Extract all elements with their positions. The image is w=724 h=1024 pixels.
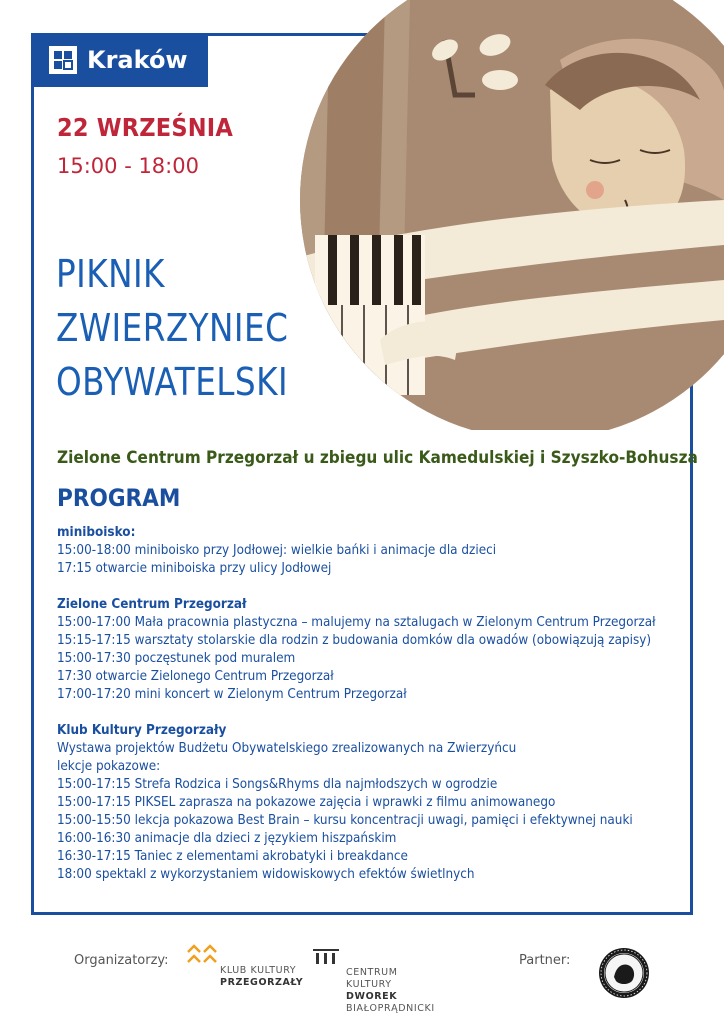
title-line-1: PIKNIK <box>56 252 165 296</box>
program-list <box>57 524 656 884</box>
organizer-logo-klub-kultury[interactable] <box>186 943 304 993</box>
building-icon <box>312 947 340 965</box>
program-item: 15:00-18:00 miniboisko przy Jodłowej: wielkie bańki i animacje dla dzieci <box>57 543 497 558</box>
partner-label: Partner: <box>519 953 571 968</box>
section-title: miniboisko: <box>57 525 136 540</box>
program-section-miniboisko <box>57 524 656 578</box>
program-item: 18:00 spektakl z wykorzystaniem widowiskowych efektów świetlnych <box>57 867 475 882</box>
krakow-logo[interactable] <box>31 33 208 87</box>
program-item: 16:30-17:15 Taniec z elementami akrobatyki i breakdance <box>57 849 408 864</box>
program-item: 16:00-16:30 animacje dla dzieci z językiem hiszpańskim <box>57 831 397 846</box>
program-item: 17:00-17:20 mini koncert w Zielonym Centrum Przegorzał <box>57 687 407 702</box>
program-item: 15:00-17:30 poczęstunek pod muralem <box>57 651 296 666</box>
program-item: 15:00-17:15 Strefa Rodzica i Songs&Rhyms dla najmłodszych w ogrodzie <box>57 777 498 792</box>
partner-seal-icon[interactable] <box>598 947 650 999</box>
organizers-label: Organizatorzy: <box>74 953 169 968</box>
title-line-2: ZWIERZYNIEC <box>56 306 289 350</box>
title-line-3: OBYWATELSKI <box>56 360 289 404</box>
org1-line2: PRZEGORZAŁY <box>220 977 304 988</box>
illustration-pianist <box>290 0 724 430</box>
org1-line1: KLUB KULTURY <box>220 965 297 976</box>
brand-name: Kraków <box>87 46 188 74</box>
program-section-klub-kultury <box>57 722 656 884</box>
program-item: 15:00-17:00 Mała pracownia plastyczna – malujemy na sztalugach w Zielonym Centrum Przegorzał <box>57 615 656 630</box>
section-title: Zielone Centrum Przegorzał <box>57 597 247 612</box>
program-item: 17:15 otwarcie miniboiska przy ulicy Jodłowej <box>57 561 332 576</box>
org2-line3: BIAŁOPRĄDNICKI <box>346 1003 435 1014</box>
section-title: Klub Kultury Przegorzały <box>57 723 227 738</box>
chevrons-icon <box>186 943 220 965</box>
org2-line1: CENTRUM KULTURY <box>346 967 398 990</box>
program-heading: PROGRAM <box>57 484 181 512</box>
org2-line2: DWOREK <box>346 991 398 1002</box>
program-item: Wystawa projektów Budżetu Obywatelskiego zrealizowanych na Zwierzyńcu <box>57 741 517 756</box>
krakow-logo-icon <box>49 46 77 74</box>
program-item: 17:30 otwarcie Zielonego Centrum Przegorzał <box>57 669 334 684</box>
program-section-zielone-centrum <box>57 596 656 704</box>
organizer-logo-dworek[interactable] <box>312 947 437 1014</box>
event-time: 15:00 - 18:00 <box>57 154 199 178</box>
program-item: 15:15-17:15 warsztaty stolarskie dla rodzin z budowania domków dla owadów (obowiązują zapisy) <box>57 633 652 648</box>
program-item: lekcje pokazowe: <box>57 759 161 774</box>
program-item: 15:00-17:15 PIKSEL zaprasza na pokazowe zajęcia i wprawki z filmu animowanego <box>57 795 556 810</box>
event-date: 22 WRZEŚNIA <box>57 113 233 142</box>
program-item: 15:00-15:50 lekcja pokazowa Best Brain – kursu koncentracji uwagi, pamięci i efektywnej nauki <box>57 813 633 828</box>
event-location: Zielone Centrum Przegorzał u zbiegu ulic Kamedulskiej i Szyszko-Bohusza <box>57 448 698 467</box>
